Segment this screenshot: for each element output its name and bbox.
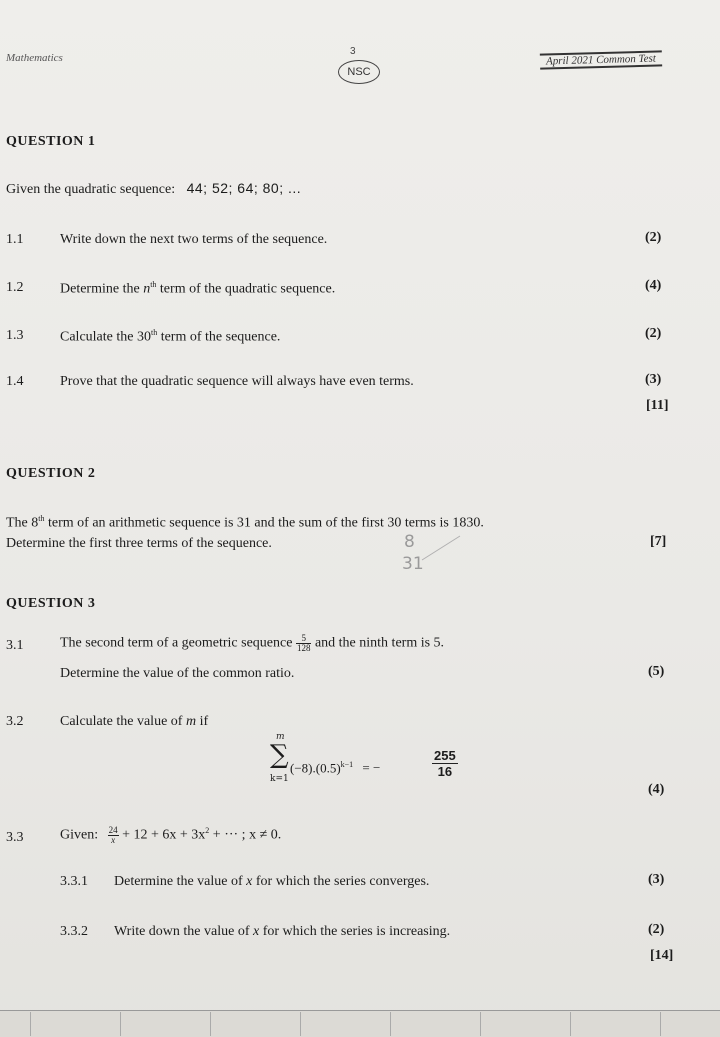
- fraction-5-over-128: $\frac{5}{128}$: [296, 633, 311, 653]
- item-text: Write down the value of x for which the series is increasing.: [114, 924, 451, 939]
- nsc-badge: NSC: [338, 60, 380, 84]
- item-marks: (2): [645, 230, 662, 245]
- sum-expression: $(-8).(0.5)^{k-1}$ = −: [290, 760, 381, 776]
- fraction-24-over-x: $\frac{24}{x}$: [108, 825, 118, 845]
- item-text: Determine the $n^{th}$ term of the quadratic sequence.: [60, 280, 336, 297]
- item-text: The second term of a geometric sequence $\frac{5}{128}$ and the ninth term is 5.: [60, 633, 445, 653]
- item-number: 1.4: [6, 374, 24, 389]
- item-marks: (5): [648, 664, 665, 679]
- edge-tick: [210, 1012, 211, 1036]
- item-text: Given: $\frac{24}{x}$ + $12 + 6x + 3x^2$ + ··· ; x ≠ 0.: [60, 825, 282, 845]
- edge-tick: [300, 1012, 301, 1036]
- item-text: Calculate the 30th term of the sequence.: [60, 328, 281, 345]
- item-marks: (4): [645, 278, 662, 293]
- intro-text: Given the quadratic sequence:: [6, 182, 176, 197]
- question-3-heading: QUESTION 3: [6, 596, 96, 611]
- item-marks: (3): [645, 372, 662, 387]
- edge-tick: [480, 1012, 481, 1036]
- item-number: 1.1: [6, 232, 24, 247]
- question-2-line-2: Determine the first three terms of the sequence.: [6, 536, 272, 551]
- question-3-total: [14]: [650, 948, 674, 963]
- item-number: 3.2: [6, 714, 24, 729]
- item-number: 1.2: [6, 280, 24, 295]
- page-number: 3: [350, 46, 356, 57]
- question-2-heading: QUESTION 2: [6, 466, 96, 481]
- sequence-values: 44; 52; 64; 80; ...: [186, 180, 302, 196]
- edge-tick: [30, 1012, 31, 1036]
- question-2-marks: [7]: [650, 534, 667, 549]
- pencil-annotation-8: 8: [404, 532, 415, 552]
- item-text: Determine the value of the common ratio.: [60, 666, 295, 681]
- item-text: Calculate the value of m if: [60, 714, 209, 729]
- bottom-edge: [0, 1010, 720, 1037]
- sum-lower-limit: k=1: [270, 774, 289, 784]
- question-1-heading: QUESTION 1: [6, 134, 96, 149]
- pencil-annotation-31: 31: [402, 554, 424, 574]
- question-1-intro: [6, 180, 301, 198]
- question-2-line-1: The 8th term of an arithmetic sequence is 31 and the sum of the first 30 terms is 1830.: [6, 514, 484, 531]
- question-1-total: [11]: [646, 398, 669, 413]
- header-test-name: April 2021 Common Test: [540, 50, 662, 69]
- item-number: 1.3: [6, 328, 24, 343]
- edge-tick: [120, 1012, 121, 1036]
- item-number: 3.3: [6, 830, 24, 845]
- edge-tick: [660, 1012, 661, 1036]
- item-number: 3.1: [6, 638, 24, 653]
- fraction-255-over-16: 255 16: [434, 748, 456, 779]
- item-text: Determine the value of x for which the series converges.: [114, 874, 430, 889]
- sum-upper-limit: m: [276, 732, 285, 742]
- item-number: 3.3.1: [60, 874, 88, 889]
- edge-tick: [390, 1012, 391, 1036]
- item-marks: (2): [645, 326, 662, 341]
- item-marks: (3): [648, 872, 665, 887]
- item-marks: (4): [648, 782, 665, 797]
- item-marks: (2): [648, 922, 665, 937]
- item-number: 3.3.2: [60, 924, 88, 939]
- sigma-symbol: ∑: [270, 740, 289, 770]
- item-text: Write down the next two terms of the sequence.: [60, 232, 328, 247]
- item-text: Prove that the quadratic sequence will always have even terms.: [60, 374, 414, 389]
- pencil-stroke: [420, 532, 464, 562]
- header-subject: Mathematics: [6, 52, 63, 64]
- edge-tick: [570, 1012, 571, 1036]
